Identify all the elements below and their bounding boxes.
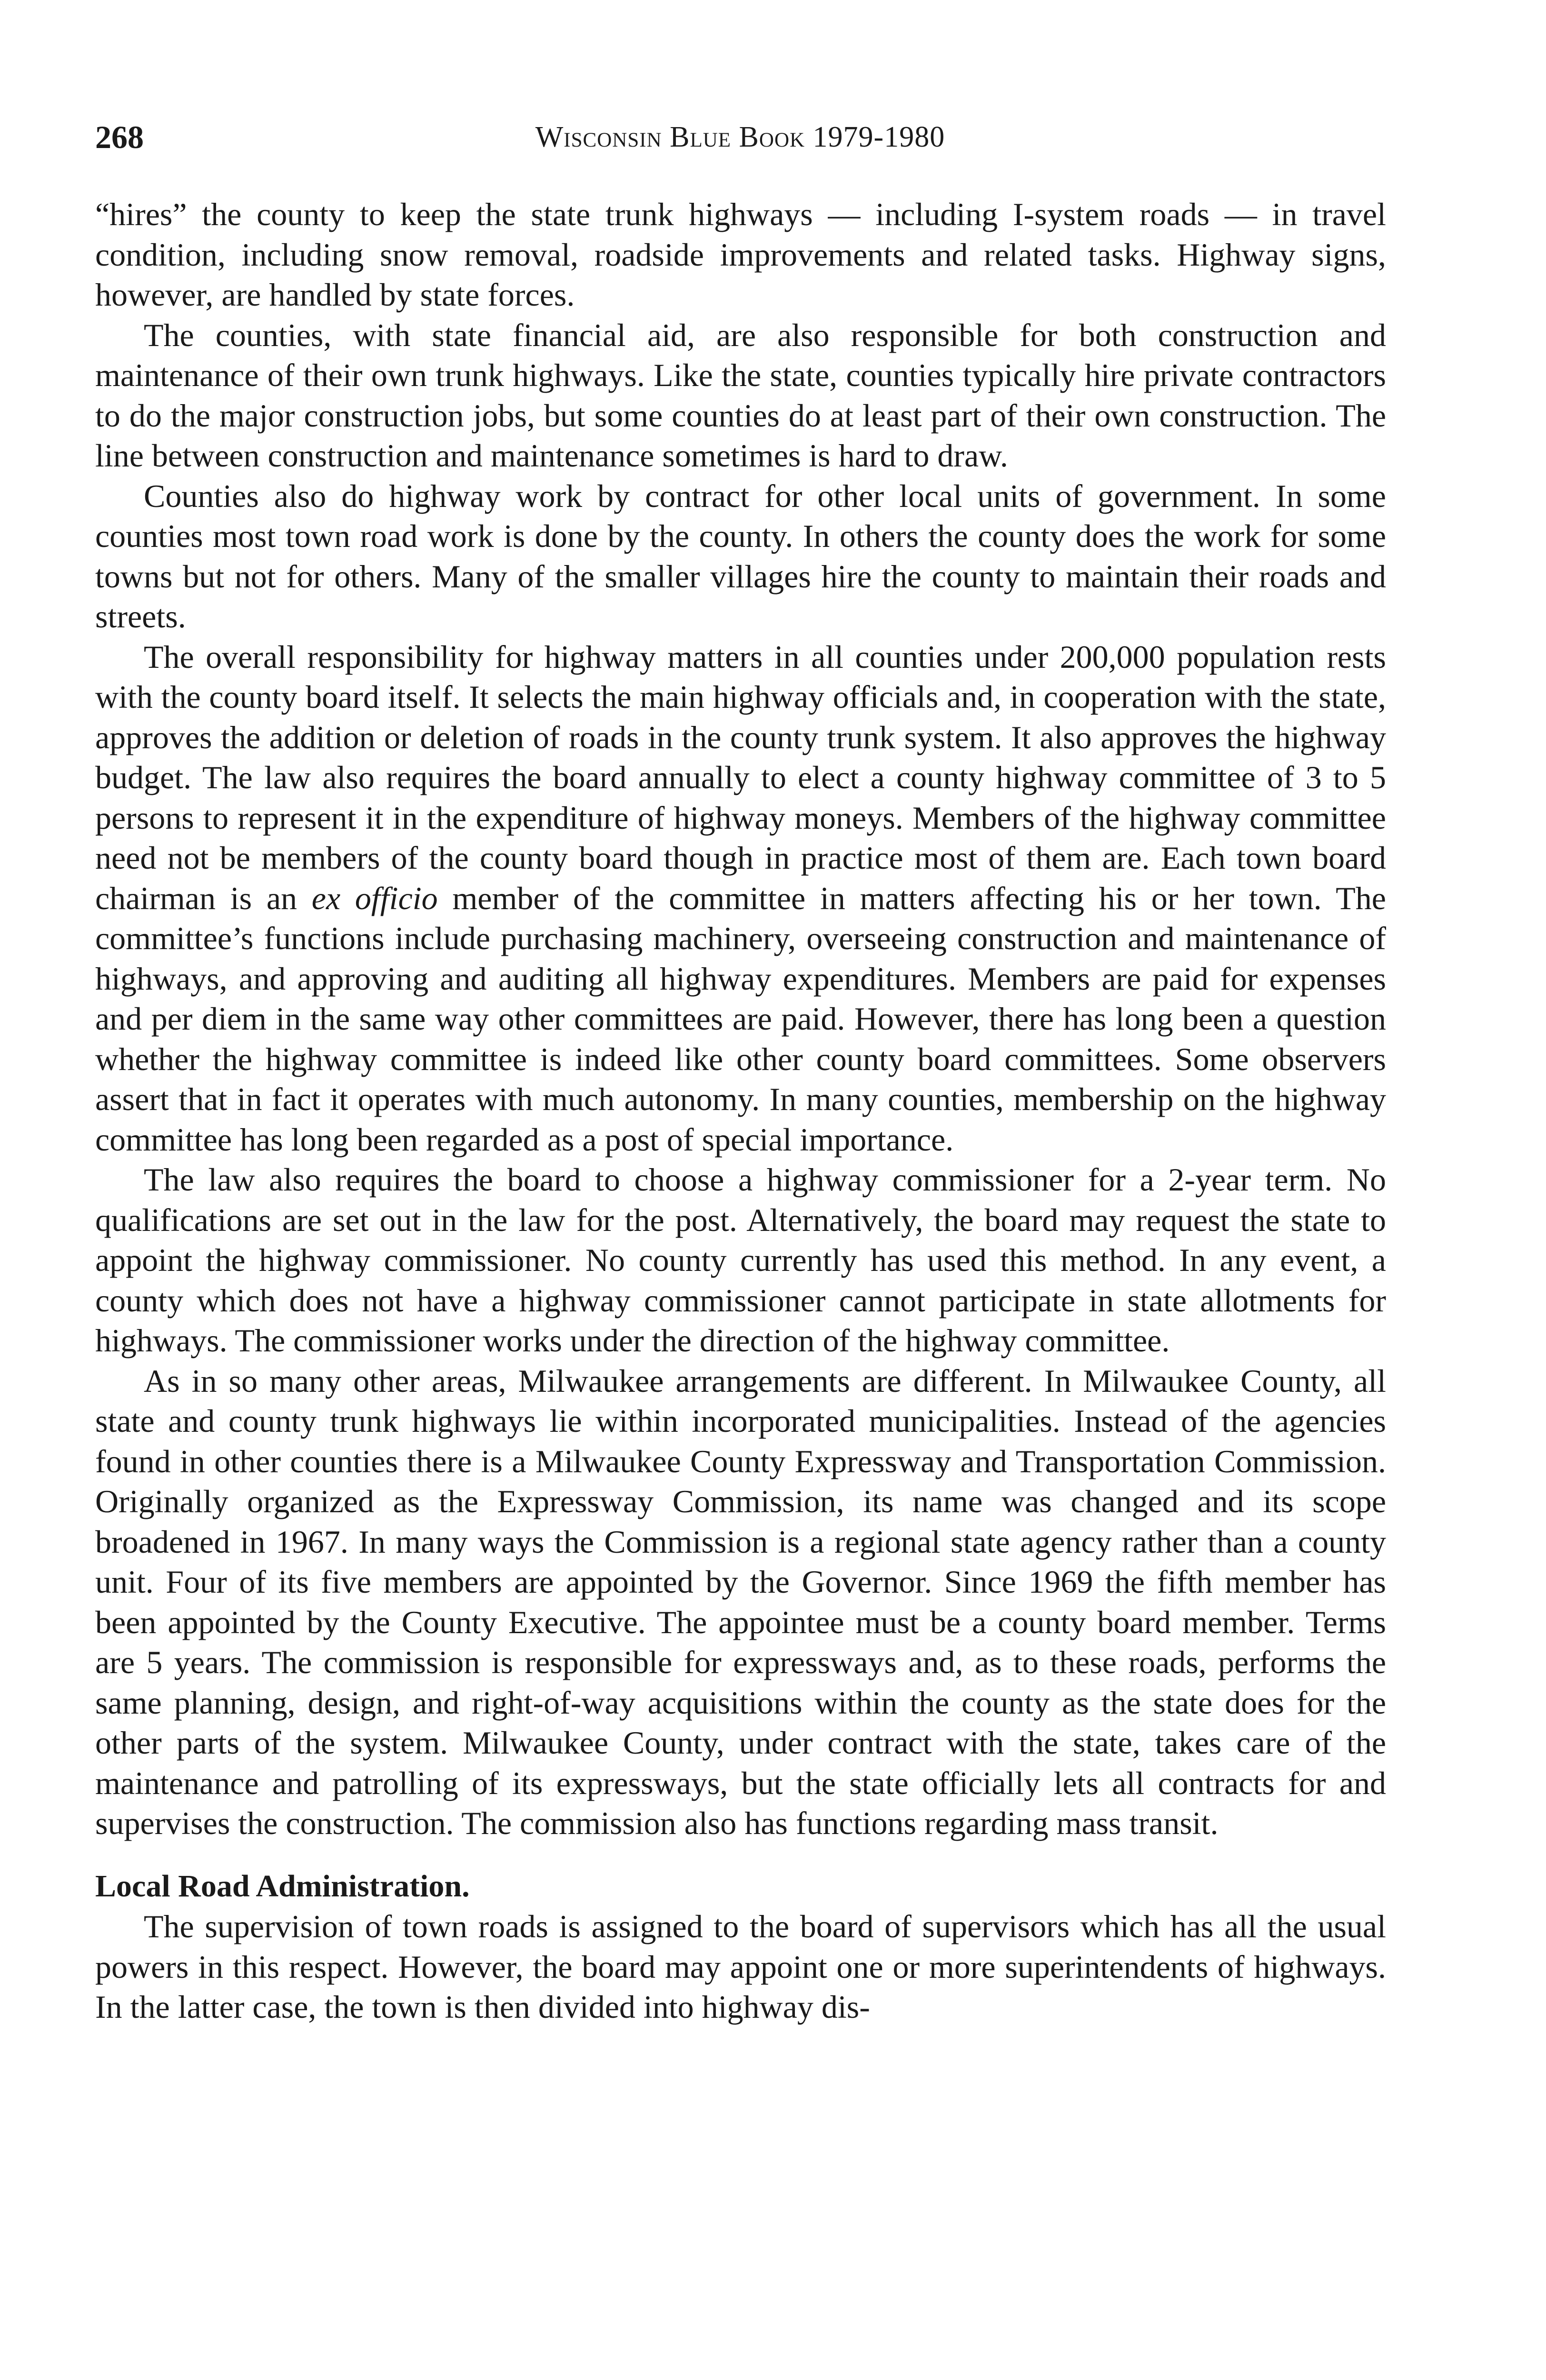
section-paragraph: The supervision of town roads is assigned to the board of supervisors which has all the usual powers in this respect. However, the board may appoint one or more superintendents of highways. In the latter case, the town is then divided into highway dis- [95,1908,1386,2025]
paragraph-6: As in so many other areas, Milwaukee arrangements are different. In Milwaukee County, all state and county trunk highways lie within incorporated municipalities. Instead of the agencies found in other counties there is a Milwaukee County Expressway and Transportation Commission. Originally organized as the Expressway Commission, its name was changed and its scope broadened in 1967. In many ways the Commission is a regional state agency rather than a county unit. Four of its five members are appointed by the Governor. Since 1969 the fifth member has been appointed by the County Executive. The appointee must be a county board member. Terms are 5 years. The commission is responsible for expressways and, as to these roads, performs the same planning, design, and right-of-way acquisitions within the county as the state does for the other parts of the system. Milwaukee County, under contract with the state, takes care of the maintenance and patrolling of its expressways, but the state officially lets all contracts for and supervises the construction. The commission also has functions regarding mass transit. [95,1362,1386,1841]
body-text [95,194,1386,2027]
paragraph-5: The law also requires the board to choose a highway commissioner for a 2-year term. No qualifications are set out in the law for the post. Alternatively, the board may request the state to appoint the highway commissioner. No county currently has used this method. In any event, a county which does not have a highway commissioner cannot participate in state allotments for highways. The commissioner works under the direction of the highway committee. [95,1161,1386,1359]
ex-officio-italic: ex officio [311,880,438,916]
paragraph-3: Counties also do highway work by contract for other local units of government. In some counties most town road work is done by the county. In others the county does the work for some towns but not for others. Many of the smaller villages hire the county to maintain their roads and streets. [95,477,1386,635]
running-head: Wisconsin Blue Book 1979-1980 [535,121,945,153]
page-header [95,113,1385,161]
paragraph-4-text-b: member of the committee in matters affecting his or her town. The committee’s functions include purchasing machinery, overseeing construction and maintenance of highways, and approving and auditing all highway expenditures. Members are paid for expenses and per diem in the same way other committees are paid. However, there has long been a question whether the highway committee is indeed like other county board committees. Some observers assert that in fact it operates with much autonomy. In many counties, membership on the highway committee has long been regarded as a post of special importance. [95,880,1386,1158]
page-number: 268 [95,119,144,155]
paragraph-1: “hires” the county to keep the state trunk highways — including I-system roads — in travel condition, including snow removal, roadside improvements and related tasks. Highway signs, however, are handled by state forces. [95,196,1386,313]
paragraph-4 [95,637,1386,1160]
section-heading: Local Road Administration. [95,1868,470,1904]
paragraph-2: The counties, with state financial aid, are also responsible for both construction and maintenance of their own trunk highways. Like the state, counties typically hire private contractors to do the major construction jobs, but some counties do at least part of their own construction. The line between construction and maintenance sometimes is hard to draw. [95,317,1386,474]
paragraph-4-text-a: The overall responsibility for highway matters in all counties under 200,000 population rests with the county board itself. It selects the main highway officials and, in cooperation with the state, approves the addition or deletion of roads in the county trunk system. It also approves the highway budget. The law also requires the board annually to elect a county highway committee of 3 to 5 persons to represent it in the expenditure of highway moneys. Members of the highway committee need not be members of the county board though in practice most of them are. Each town board chairman is an [95,638,1386,916]
